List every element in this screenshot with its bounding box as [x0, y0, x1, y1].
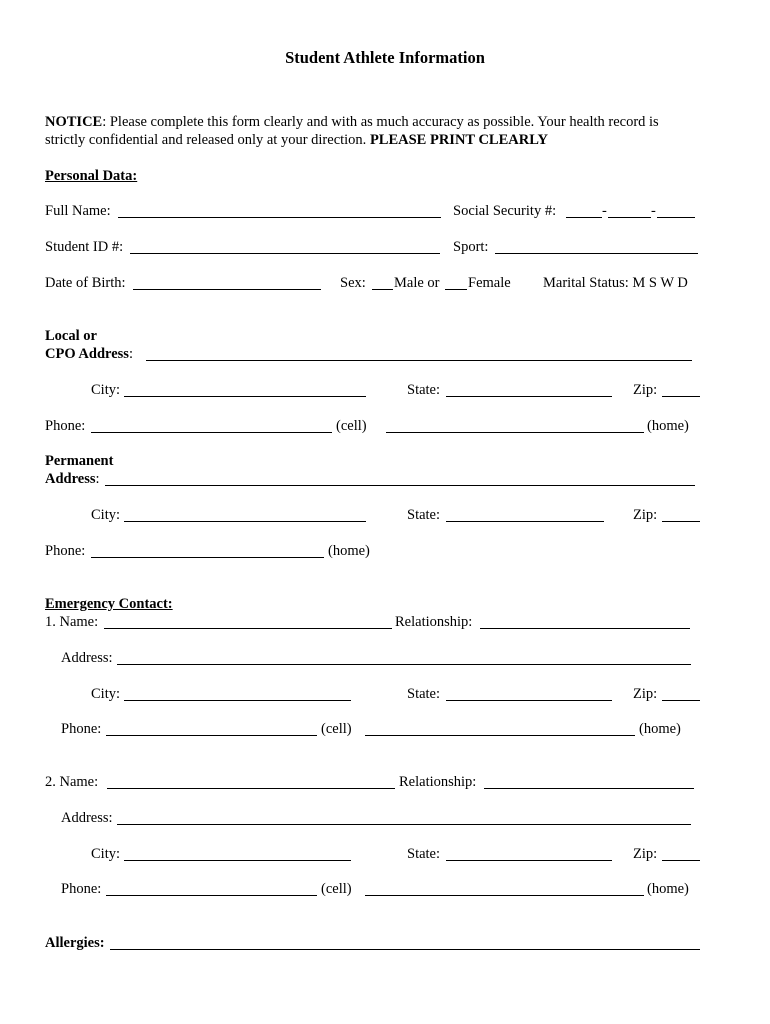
local-state-label: State:: [407, 382, 441, 398]
permanent-address-label: Address: [45, 471, 96, 487]
permanent-address-label-2: [45, 470, 100, 488]
marital-status-label: Marital Status: M S W D: [543, 275, 688, 291]
ec2-home-phone-field[interactable]: [365, 895, 644, 896]
ec1-zip-field[interactable]: [662, 700, 700, 701]
local-cell-label: (cell): [336, 418, 367, 434]
permanent-city-field[interactable]: [124, 521, 366, 522]
permanent-home-label: (home): [328, 543, 370, 559]
ec1-state-field[interactable]: [446, 700, 612, 701]
allergies-label: Allergies:: [45, 935, 105, 951]
ssn-label: Social Security #:: [453, 203, 557, 219]
local-home-phone-field[interactable]: [386, 432, 644, 433]
permanent-phone-label: Phone:: [45, 543, 86, 559]
cpo-address-label: CPO Address: [45, 346, 129, 362]
ec2-name-label: 2. Name:: [45, 774, 99, 790]
ec1-cell-phone-field[interactable]: [106, 735, 317, 736]
ec1-home-phone-field[interactable]: [365, 735, 635, 736]
ssn-part-3-field[interactable]: [657, 217, 695, 218]
ec2-city-label: City:: [91, 846, 121, 862]
ec1-phone-label: Phone:: [61, 721, 102, 737]
notice-line-1: [45, 113, 659, 131]
dob-field[interactable]: [133, 289, 321, 290]
permanent-state-label: State:: [407, 507, 441, 523]
ec2-address-label: Address:: [61, 810, 113, 826]
ec1-address-label: Address:: [61, 650, 113, 666]
ec2-home-label: (home): [647, 881, 689, 897]
ssn-dash-2: -: [651, 203, 656, 219]
ec1-name-field[interactable]: [104, 628, 392, 629]
permanent-state-field[interactable]: [446, 521, 604, 522]
student-id-field[interactable]: [130, 253, 440, 254]
ec2-city-field[interactable]: [124, 860, 351, 861]
female-label: Female: [468, 275, 511, 291]
permanent-colon: :: [95, 471, 100, 487]
notice-text-2: strictly confidential and released only at your direction.: [45, 132, 370, 148]
permanent-zip-field[interactable]: [662, 521, 700, 522]
permanent-address-field[interactable]: [105, 485, 695, 486]
ec2-zip-field[interactable]: [662, 860, 700, 861]
emergency-contact-heading: Emergency Contact:: [45, 596, 173, 612]
notice-line-2: [45, 131, 548, 149]
full-name-field[interactable]: [118, 217, 441, 218]
cpo-colon: :: [128, 346, 133, 362]
local-city-label: City:: [91, 382, 121, 398]
personal-data-heading: Personal Data:: [45, 168, 138, 184]
notice-text-1: : Please complete this form clearly and with as much accuracy as possible. Your health record is: [102, 114, 659, 130]
ssn-part-1-field[interactable]: [566, 217, 602, 218]
notice-emphasis: PLEASE PRINT CLEARLY: [369, 132, 549, 148]
ec1-zip-label: Zip:: [633, 686, 658, 702]
ec1-city-field[interactable]: [124, 700, 351, 701]
local-address-field[interactable]: [146, 360, 692, 361]
permanent-zip-label: Zip:: [633, 507, 658, 523]
notice-label: NOTICE: [45, 114, 103, 130]
local-address-label-1: Local or: [45, 328, 97, 344]
ec1-cell-label: (cell): [321, 721, 352, 737]
ec1-relationship-field[interactable]: [480, 628, 690, 629]
ssn-dash-1: -: [602, 203, 607, 219]
male-checkbox[interactable]: [372, 289, 393, 290]
ec2-phone-label: Phone:: [61, 881, 102, 897]
ec1-name-label: 1. Name:: [45, 614, 99, 630]
ec2-address-field[interactable]: [117, 824, 691, 825]
full-name-label: Full Name:: [45, 203, 111, 219]
ec2-cell-phone-field[interactable]: [106, 895, 317, 896]
local-address-label-2: [45, 345, 133, 363]
ec1-home-label: (home): [639, 721, 681, 737]
ec2-state-field[interactable]: [446, 860, 612, 861]
ec2-relationship-label: Relationship:: [399, 774, 477, 790]
sport-label: Sport:: [453, 239, 489, 255]
local-zip-field[interactable]: [662, 396, 700, 397]
ec2-relationship-field[interactable]: [484, 788, 694, 789]
permanent-home-phone-field[interactable]: [91, 557, 324, 558]
ec1-state-label: State:: [407, 686, 441, 702]
local-cell-phone-field[interactable]: [91, 432, 332, 433]
sport-field[interactable]: [495, 253, 698, 254]
permanent-city-label: City:: [91, 507, 121, 523]
ec1-address-field[interactable]: [117, 664, 691, 665]
ec2-zip-label: Zip:: [633, 846, 658, 862]
local-phone-label: Phone:: [45, 418, 86, 434]
allergies-field[interactable]: [110, 949, 700, 950]
ec1-relationship-label: Relationship:: [395, 614, 473, 630]
local-home-label: (home): [647, 418, 689, 434]
dob-label: Date of Birth:: [45, 275, 126, 291]
male-label: Male or: [394, 275, 440, 291]
local-city-field[interactable]: [124, 396, 366, 397]
permanent-address-label-1: Permanent: [45, 453, 114, 469]
ec2-cell-label: (cell): [321, 881, 352, 897]
student-id-label: Student ID #:: [45, 239, 124, 255]
local-state-field[interactable]: [446, 396, 612, 397]
ssn-part-2-field[interactable]: [608, 217, 651, 218]
ec1-city-label: City:: [91, 686, 121, 702]
local-zip-label: Zip:: [633, 382, 658, 398]
female-checkbox[interactable]: [445, 289, 467, 290]
ec2-name-field[interactable]: [107, 788, 395, 789]
page-title: Student Athlete Information: [285, 48, 485, 67]
ec2-state-label: State:: [407, 846, 441, 862]
sex-label: Sex:: [340, 275, 366, 291]
